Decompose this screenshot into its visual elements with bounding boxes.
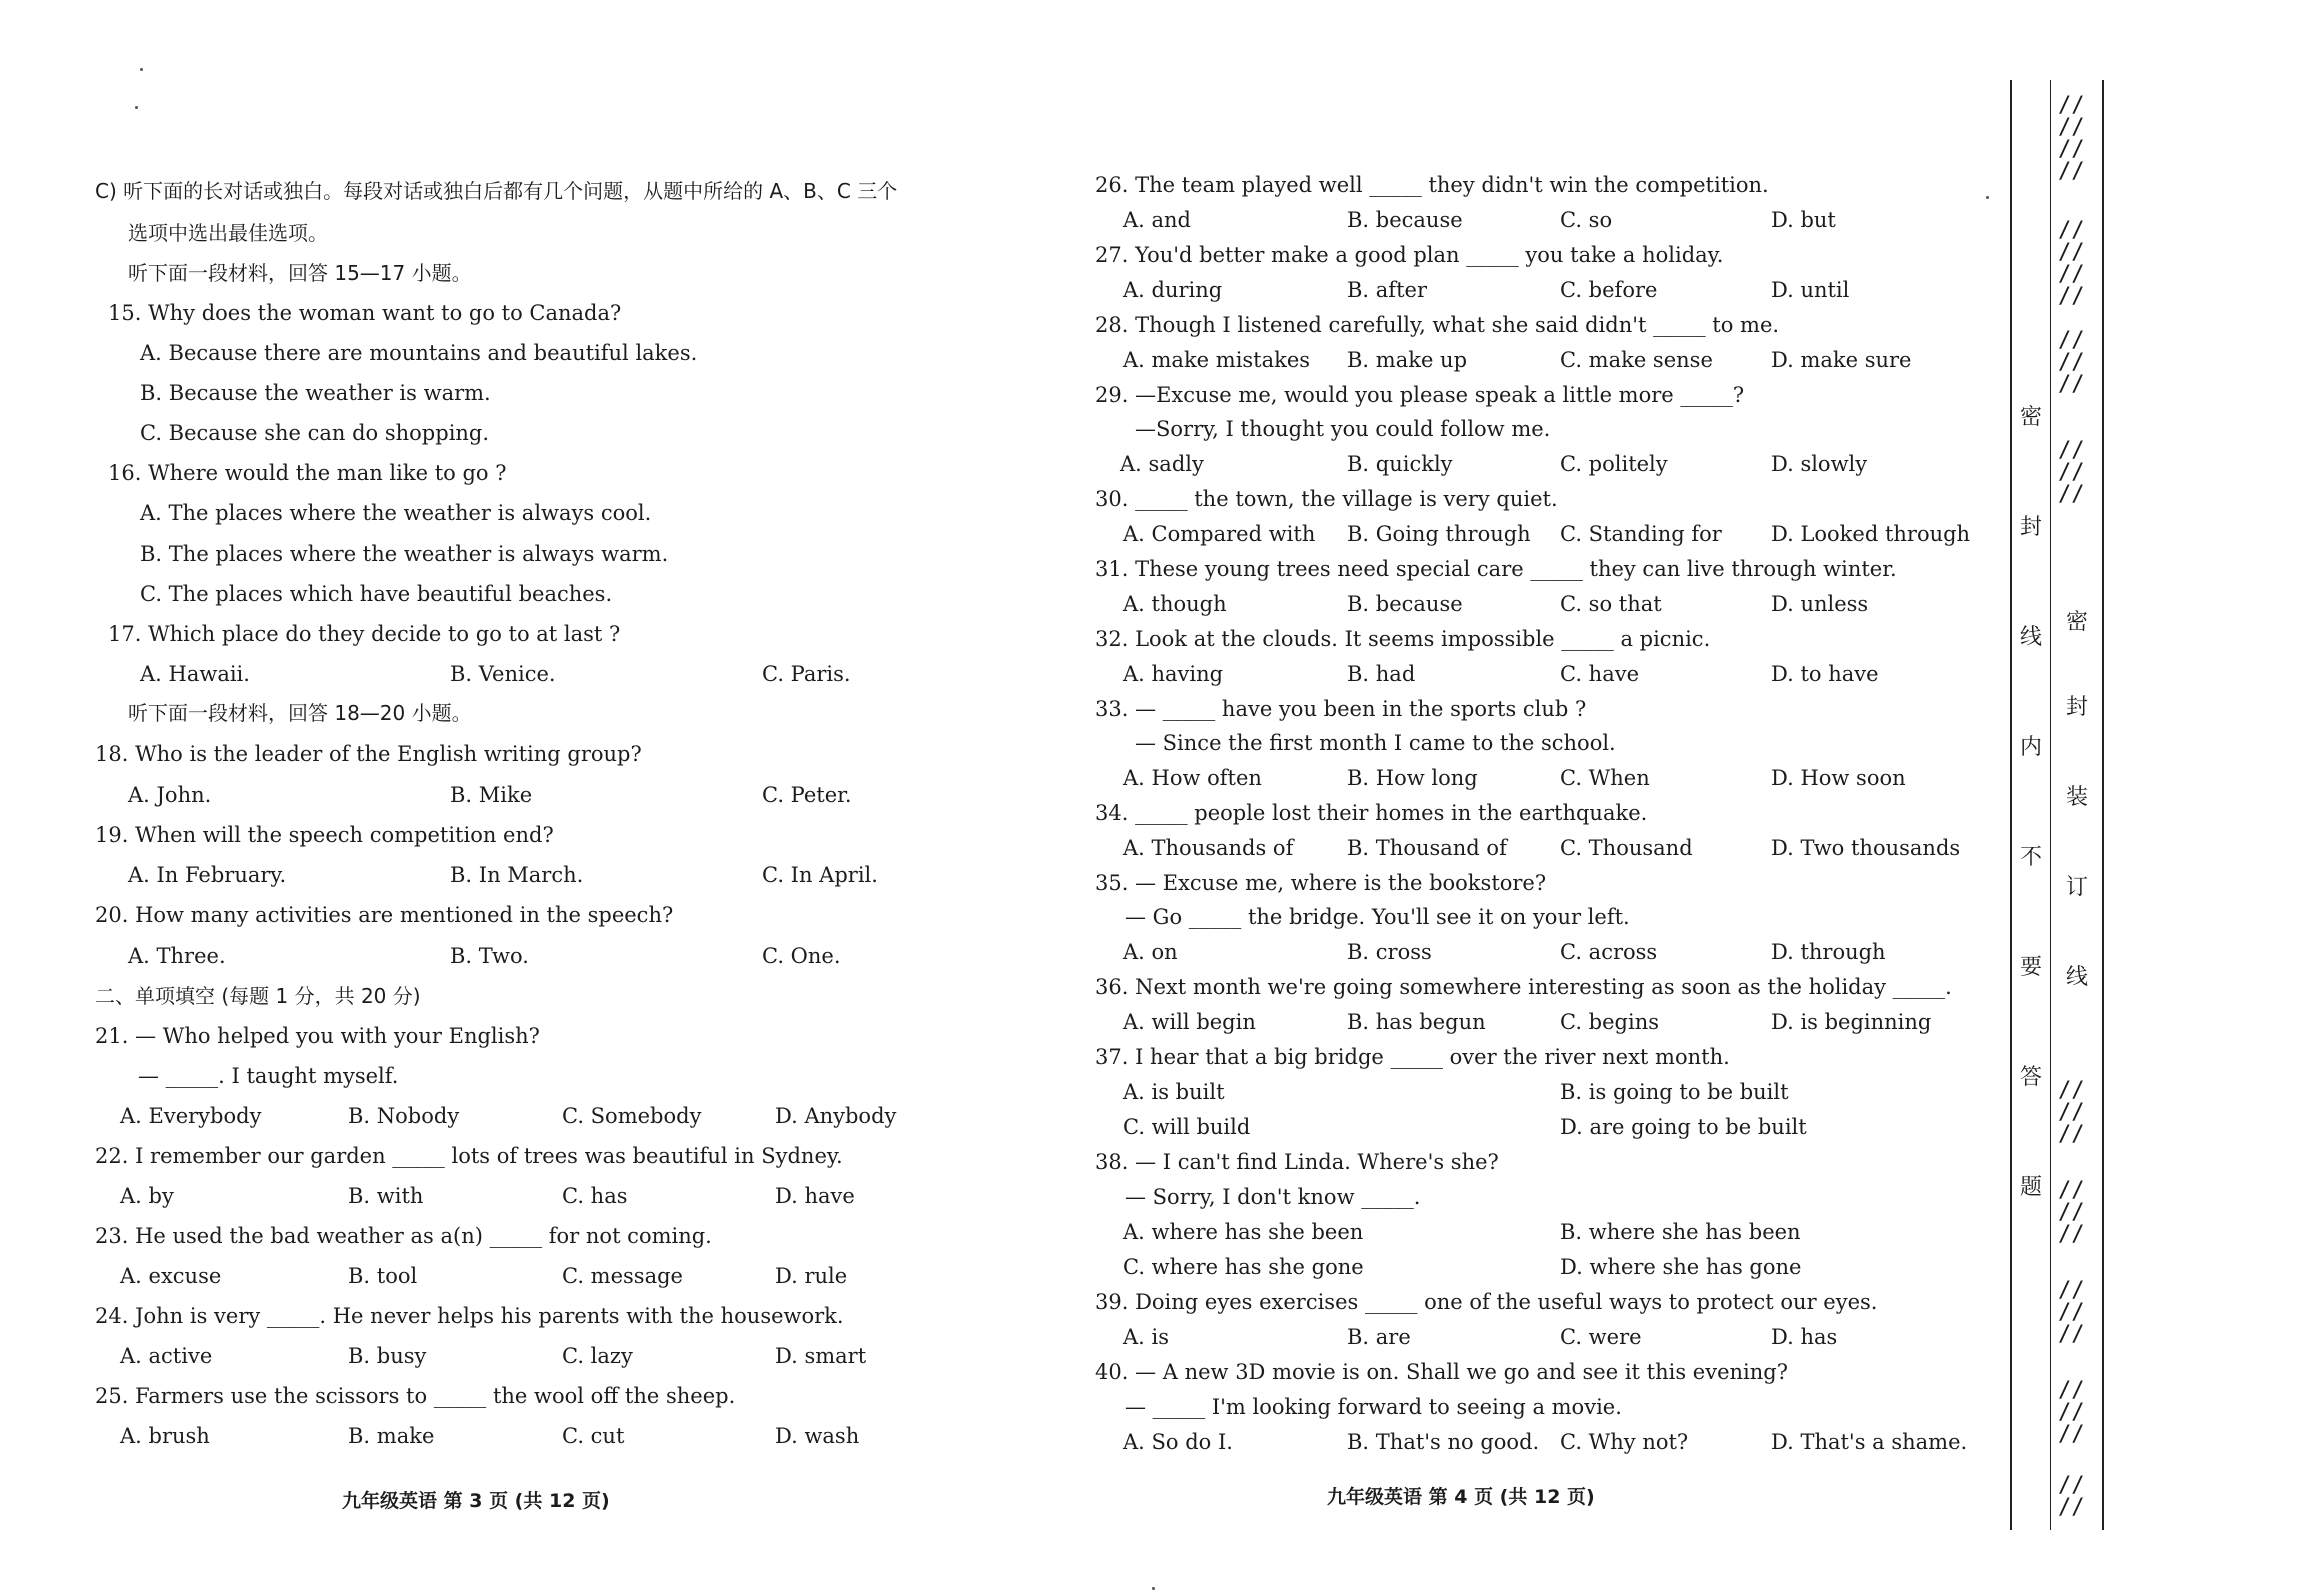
q37-option-b: B. is going to be built: [1560, 1080, 1789, 1104]
q27-option-c: C. before: [1560, 278, 1658, 302]
q28-option-a: A. make mistakes: [1123, 348, 1311, 372]
q31-option-b: B. because: [1347, 592, 1463, 616]
q28-option-d: D. make sure: [1771, 348, 1912, 372]
binding-char: 不: [2019, 845, 2042, 870]
q26-option-c: C. so: [1560, 208, 1613, 232]
q16-option-c: C. The places which have beautiful beaches.: [140, 582, 613, 606]
q33-option-b: B. How long: [1347, 766, 1478, 790]
question-38-reply: — Sorry, I don't know _____.: [1125, 1185, 1421, 1209]
hatch-marks: // // //: [2058, 1378, 2085, 1447]
question-40: 40. — A new 3D movie is on. Shall we go and see it this evening?: [1095, 1360, 1788, 1384]
question-28: 28. Though I listened carefully, what she said didn't _____ to me.: [1095, 313, 1780, 337]
q40-option-d: D. That's a shame.: [1771, 1430, 1968, 1454]
q21-option-c: C. Somebody: [562, 1104, 702, 1128]
q22-option-c: C. has: [562, 1184, 628, 1208]
q25-option-a: A. brush: [120, 1424, 210, 1448]
q15-option-b: B. Because the weather is warm.: [140, 381, 491, 405]
question-38: 38. — I can't find Linda. Where's she?: [1095, 1150, 1499, 1174]
q35-option-d: D. through: [1771, 940, 1886, 964]
q16-option-a: A. The places where the weather is always cool.: [140, 501, 652, 525]
binding-char: 订: [2065, 875, 2088, 900]
hatch-marks: // // //: [2058, 1278, 2085, 1347]
q19-option-a: A. In February.: [128, 863, 287, 887]
q30-option-b: B. Going through: [1347, 522, 1531, 546]
hatch-marks: // // // //: [2058, 218, 2085, 309]
binding-char: 内: [2019, 735, 2042, 760]
binding-char: 线: [2019, 625, 2042, 650]
q29-option-b: B. quickly: [1347, 452, 1453, 476]
binding-char: 要: [2019, 955, 2042, 980]
section-2-heading: 二、单项填空 (每题 1 分，共 20 分): [95, 984, 421, 1008]
q36-option-d: D. is beginning: [1771, 1010, 1932, 1034]
q38-option-a: A. where has she been: [1123, 1220, 1364, 1244]
question-16: 16. Where would the man like to go ?: [108, 461, 507, 485]
q21-option-a: A. Everybody: [120, 1104, 262, 1128]
question-18: 18. Who is the leader of the English writing group?: [95, 742, 642, 766]
question-33-reply: — Since the first month I came to the school.: [1135, 731, 1616, 755]
q29-option-d: D. slowly: [1771, 452, 1868, 476]
hatch-marks: // // //: [2058, 1078, 2085, 1147]
question-17: 17. Which place do they decide to go to at last ?: [108, 622, 621, 646]
material-prompt-18-20: 听下面一段材料，回答 18—20 小题。: [128, 701, 472, 725]
binding-char: 装: [2065, 785, 2088, 810]
scan-speck: [135, 106, 138, 109]
q27-option-a: A. during: [1123, 278, 1223, 302]
q34-option-c: C. Thousand: [1560, 836, 1693, 860]
question-29: 29. —Excuse me, would you please speak a little more _____?: [1095, 383, 1745, 407]
left-page: [0, 0, 1075, 1594]
question-40-reply: — _____ I'm looking forward to seeing a movie.: [1125, 1395, 1622, 1419]
binding-char: 密: [2065, 610, 2088, 635]
q32-option-d: D. to have: [1771, 662, 1879, 686]
q36-option-b: B. has begun: [1347, 1010, 1486, 1034]
page-footer-4: 九年级英语 第 4 页 (共 12 页): [1327, 1486, 1595, 1508]
scan-speck: [1152, 1587, 1155, 1590]
q17-option-c: C. Paris.: [762, 662, 851, 686]
q23-option-d: D. rule: [775, 1264, 848, 1288]
q37-option-d: D. are going to be built: [1560, 1115, 1807, 1139]
question-31: 31. These young trees need special care _____ they can live through winter.: [1095, 557, 1897, 581]
q26-option-d: D. but: [1771, 208, 1836, 232]
q18-option-b: B. Mike: [450, 783, 533, 807]
q34-option-a: A. Thousands of: [1123, 836, 1294, 860]
binding-char: 密: [2019, 405, 2042, 430]
q38-option-d: D. where she has gone: [1560, 1255, 1802, 1279]
q40-option-a: A. So do I.: [1123, 1430, 1233, 1454]
q39-option-c: C. were: [1560, 1325, 1642, 1349]
q37-option-c: C. will build: [1123, 1115, 1251, 1139]
binding-char: 题: [2019, 1175, 2042, 1200]
q36-option-c: C. begins: [1560, 1010, 1660, 1034]
q37-option-a: A. is built: [1123, 1080, 1225, 1104]
q38-option-c: C. where has she gone: [1123, 1255, 1364, 1279]
q15-option-a: A. Because there are mountains and beautiful lakes.: [140, 341, 698, 365]
question-27: 27. You'd better make a good plan _____ you take a holiday.: [1095, 243, 1724, 267]
question-29-reply: —Sorry, I thought you could follow me.: [1135, 417, 1551, 441]
q21-option-b: B. Nobody: [348, 1104, 460, 1128]
q20-option-b: B. Two.: [450, 944, 529, 968]
q25-option-c: C. cut: [562, 1424, 625, 1448]
question-36: 36. Next month we're going somewhere interesting as soon as the holiday _____.: [1095, 975, 1952, 999]
q32-option-c: C. have: [1560, 662, 1640, 686]
question-15: 15. Why does the woman want to go to Canada?: [108, 301, 622, 325]
question-22: 22. I remember our garden _____ lots of trees was beautiful in Sydney.: [95, 1144, 843, 1168]
q35-option-c: C. across: [1560, 940, 1658, 964]
hatch-marks: // // //: [2058, 328, 2085, 397]
q17-option-b: B. Venice.: [450, 662, 556, 686]
q22-option-d: D. have: [775, 1184, 855, 1208]
q22-option-a: A. by: [120, 1184, 174, 1208]
page-footer-3: 九年级英语 第 3 页 (共 12 页): [342, 1490, 610, 1512]
q29-option-c: C. politely: [1560, 452, 1668, 476]
q36-option-a: A. will begin: [1123, 1010, 1256, 1034]
question-23: 23. He used the bad weather as a(n) _____ for not coming.: [95, 1224, 712, 1248]
q24-option-d: D. smart: [775, 1344, 867, 1368]
q16-option-b: B. The places where the weather is always warm.: [140, 542, 669, 566]
question-34: 34. _____ people lost their homes in the earthquake.: [1095, 801, 1648, 825]
question-35: 35. — Excuse me, where is the bookstore?: [1095, 871, 1547, 895]
q31-option-c: C. so that: [1560, 592, 1662, 616]
q39-option-b: B. are: [1347, 1325, 1411, 1349]
q24-option-b: B. busy: [348, 1344, 427, 1368]
q26-option-a: A. and: [1123, 208, 1192, 232]
question-39: 39. Doing eyes exercises _____ one of the useful ways to protect our eyes.: [1095, 1290, 1878, 1314]
q31-option-d: D. unless: [1771, 592, 1869, 616]
question-30: 30. _____ the town, the village is very quiet.: [1095, 487, 1558, 511]
hatch-marks: // //: [2058, 1473, 2085, 1520]
binding-line-middle: [2050, 80, 2051, 1530]
question-21-reply: — _____. I taught myself.: [138, 1064, 399, 1088]
q27-option-b: B. after: [1347, 278, 1427, 302]
binding-char: 线: [2065, 965, 2088, 990]
q23-option-c: C. message: [562, 1264, 683, 1288]
q18-option-a: A. John.: [128, 783, 212, 807]
q28-option-c: C. make sense: [1560, 348, 1713, 372]
q34-option-b: B. Thousand of: [1347, 836, 1507, 860]
scan-speck: [1986, 196, 1989, 199]
q26-option-b: B. because: [1347, 208, 1463, 232]
question-37: 37. I hear that a big bridge _____ over the river next month.: [1095, 1045, 1730, 1069]
binding-strip: [2010, 80, 2120, 1530]
binding-line-right: [2102, 80, 2104, 1530]
q34-option-d: D. Two thousands: [1771, 836, 1961, 860]
q23-option-a: A. excuse: [120, 1264, 222, 1288]
question-25: 25. Farmers use the scissors to _____ the wool off the sheep.: [95, 1384, 736, 1408]
q15-option-c: C. Because she can do shopping.: [140, 421, 490, 445]
right-page: [1075, 0, 1975, 1594]
q30-option-c: C. Standing for: [1560, 522, 1722, 546]
q23-option-b: B. tool: [348, 1264, 418, 1288]
question-21: 21. — Who helped you with your English?: [95, 1024, 540, 1048]
q19-option-b: B. In March.: [450, 863, 584, 887]
question-35-reply: — Go _____ the bridge. You'll see it on your left.: [1125, 905, 1630, 929]
q39-option-d: D. has: [1771, 1325, 1838, 1349]
q35-option-a: A. on: [1123, 940, 1178, 964]
section-c-heading: C) 听下面的长对话或独白。每段对话或独白后都有几个问题，从题中所给的 A、B、C 三个: [95, 179, 898, 203]
question-33: 33. — _____ have you been in the sports club ?: [1095, 697, 1587, 721]
question-26: 26. The team played well _____ they didn't win the competition.: [1095, 173, 1769, 197]
q32-option-a: A. having: [1123, 662, 1224, 686]
binding-line-left: [2010, 80, 2012, 1530]
q21-option-d: D. Anybody: [775, 1104, 897, 1128]
binding-char: 封: [2065, 695, 2088, 720]
material-prompt-15-17: 听下面一段材料，回答 15—17 小题。: [128, 261, 472, 285]
q22-option-b: B. with: [348, 1184, 424, 1208]
q20-option-a: A. Three.: [128, 944, 226, 968]
q25-option-b: B. make: [348, 1424, 435, 1448]
q30-option-d: D. Looked through: [1771, 522, 1971, 546]
q24-option-a: A. active: [120, 1344, 213, 1368]
q29-option-a: A. sadly: [1120, 452, 1204, 476]
q40-option-b: B. That's no good.: [1347, 1430, 1540, 1454]
q20-option-c: C. One.: [762, 944, 841, 968]
hatch-marks: // // // //: [2058, 93, 2085, 184]
q24-option-c: C. lazy: [562, 1344, 633, 1368]
q17-option-a: A. Hawaii.: [140, 662, 250, 686]
q40-option-c: C. Why not?: [1560, 1430, 1689, 1454]
q33-option-d: D. How soon: [1771, 766, 1906, 790]
binding-char: 答: [2019, 1065, 2042, 1090]
q33-option-a: A. How often: [1123, 766, 1262, 790]
q39-option-a: A. is: [1123, 1325, 1170, 1349]
q38-option-b: B. where she has been: [1560, 1220, 1801, 1244]
q28-option-b: B. make up: [1347, 348, 1468, 372]
hatch-marks: // // //: [2058, 438, 2085, 507]
q35-option-b: B. cross: [1347, 940, 1432, 964]
scan-speck: [140, 68, 143, 71]
q33-option-c: C. When: [1560, 766, 1650, 790]
q27-option-d: D. until: [1771, 278, 1850, 302]
q25-option-d: D. wash: [775, 1424, 860, 1448]
q19-option-c: C. In April.: [762, 863, 878, 887]
question-32: 32. Look at the clouds. It seems impossible _____ a picnic.: [1095, 627, 1711, 651]
section-c-heading-cont: 选项中选出最佳选项。: [128, 221, 328, 245]
q18-option-c: C. Peter.: [762, 783, 852, 807]
question-24: 24. John is very _____. He never helps his parents with the housework.: [95, 1304, 844, 1328]
question-20: 20. How many activities are mentioned in the speech?: [95, 903, 674, 927]
q30-option-a: A. Compared with: [1123, 522, 1316, 546]
binding-char: 封: [2019, 515, 2042, 540]
q32-option-b: B. had: [1347, 662, 1416, 686]
hatch-marks: // // //: [2058, 1178, 2085, 1247]
q31-option-a: A. though: [1123, 592, 1227, 616]
question-19: 19. When will the speech competition end?: [95, 823, 554, 847]
